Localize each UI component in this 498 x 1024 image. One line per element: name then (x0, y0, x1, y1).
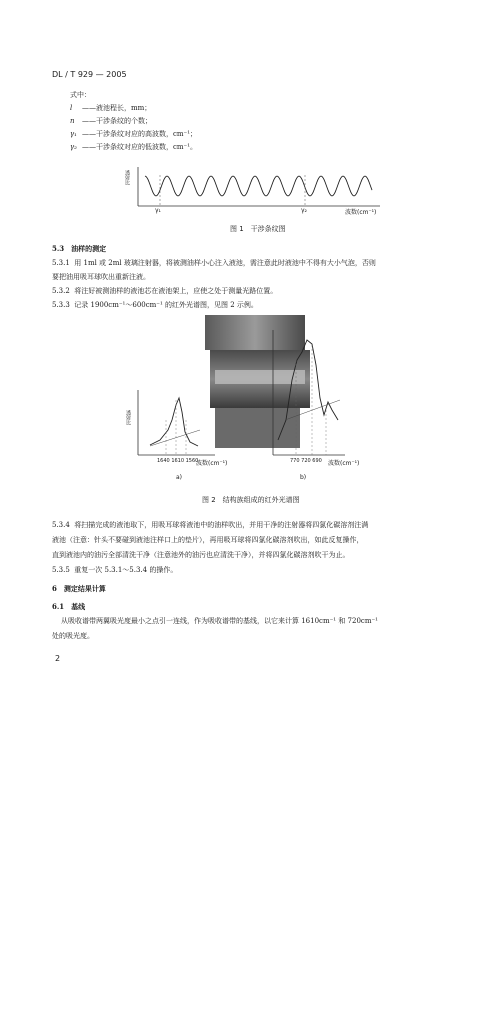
para-5-3-4-line2: 液池（注意：针头不要碰到液池注样口上的垫片），再用吸耳球将四氯化碳溶剂吹出，如此反复操作， (52, 536, 364, 544)
variable-row (70, 142, 197, 152)
para-5-3-3 (52, 300, 258, 310)
para-5-3-2-text: 将注好被测油样的液池芯在液池架上，应使之处于测量光路位置。 (74, 287, 278, 295)
variables-intro: 式中： (70, 91, 91, 99)
variable-description: ——干涉条纹对应的低波数，cm⁻¹。 (82, 143, 198, 151)
fig1-caption: 图 1 干涉条纹图 (230, 225, 286, 233)
fig1-mark-right: γ₂ (301, 207, 307, 214)
variable-symbol: n (70, 117, 75, 125)
section-6-heading: 6 测定结果计算 (52, 584, 106, 593)
para-5-3-5-text: 重复一次 5.3.1～5.3.4 的操作。 (74, 566, 178, 574)
section-5-3-heading: 5.3 油样的测定 (52, 244, 107, 253)
variable-description: ——干涉条纹的个数； (82, 117, 152, 125)
fig2a-label: a) (176, 474, 183, 481)
para-5-3-1-line2: 要把油用吸耳球吹出重新注液。 (52, 273, 150, 281)
variable-row (70, 116, 152, 126)
para-5-3-4 (52, 520, 368, 530)
fig2-scan-block-top (205, 315, 305, 350)
variable-symbol: l (70, 104, 73, 112)
fig1-fringe-curve (145, 176, 372, 196)
fig2b-baseline (285, 400, 340, 420)
para-5-3-3-text: 记录 1900cm⁻¹～600cm⁻¹ 的红外光谱图，见图 2 示例。 (74, 301, 258, 309)
para-5-3-1-line1: 用 1ml 或 2ml 玻璃注射器，将被测油样小心注入液池，需注意此时液池中不得有大小气泡，否则 (74, 259, 376, 267)
doc-code: DL / T 929 — 2005 (52, 70, 127, 79)
fig2-scan-block-middle (210, 350, 310, 408)
section-6-1-heading: 6.1 基线 (52, 602, 86, 611)
para-5-3-1-number: 5.3.1 (52, 259, 70, 267)
variable-description: ——干涉条纹对应的高波数，cm⁻¹； (82, 130, 198, 138)
para-5-3-2 (52, 286, 277, 296)
fig2-scan-block-lower (215, 408, 300, 448)
fig1-xlabel: 波数(cm⁻¹) (345, 209, 377, 216)
fig1-ylabel: 透射比 (124, 170, 130, 185)
fig2a-spectrum (150, 398, 198, 446)
fig2b-xlabel: 波数(cm⁻¹) (328, 460, 360, 467)
variable-row (70, 129, 197, 139)
para-5-3-3-number: 5.3.3 (52, 301, 70, 309)
para-5-3-4-line1: 将扫描完成的液池取下，用吸耳球将液池中的油样吹出，并用干净的注射器将四氯化碳溶剂注满 (74, 521, 369, 529)
variable-row (70, 103, 151, 113)
page-number: 2 (55, 654, 61, 663)
para-5-3-5-number: 5.3.5 (52, 566, 70, 574)
variable-symbol: γ₂ (70, 143, 77, 151)
fig2a-baseline (150, 430, 200, 446)
fig1-mark-left: γ₁ (155, 207, 161, 214)
fig2b-spectrum (278, 340, 338, 440)
section-6-1-line1: 从吸收谱带两翼吸光度最小之点引一连线，作为吸收谱带的基线，以它来计算 1610cm⁻¹ 和 720cm⁻¹ (61, 617, 378, 625)
variable-description: ——液池程长，mm； (82, 104, 152, 112)
para-5-3-4-line3: 直到液池内的油污全部清洗干净（注意池外的油污也应清洗干净），并将四氯化碳溶剂吹干为止。 (52, 551, 350, 559)
fig2a-xlabel: 波数(cm⁻¹) (196, 460, 228, 467)
para-5-3-1 (52, 258, 376, 268)
para-5-3-4-number: 5.3.4 (52, 521, 70, 529)
fig2-scan-band (215, 370, 305, 384)
fig2-caption: 图 2 结构族组成的红外光谱图 (202, 496, 300, 504)
para-5-3-5 (52, 565, 177, 575)
variable-symbol: γ₁ (70, 130, 77, 138)
para-5-3-2-number: 5.3.2 (52, 287, 70, 295)
fig2a-ylabel: 透射比 (125, 410, 131, 425)
fig2a-ticks: 1640 1610 1560 (157, 458, 199, 464)
fig2b-label: b) (300, 474, 307, 481)
fig2b-ticks: 770 720 690 (290, 458, 322, 464)
section-6-1-line2: 处的吸光度。 (52, 632, 94, 640)
